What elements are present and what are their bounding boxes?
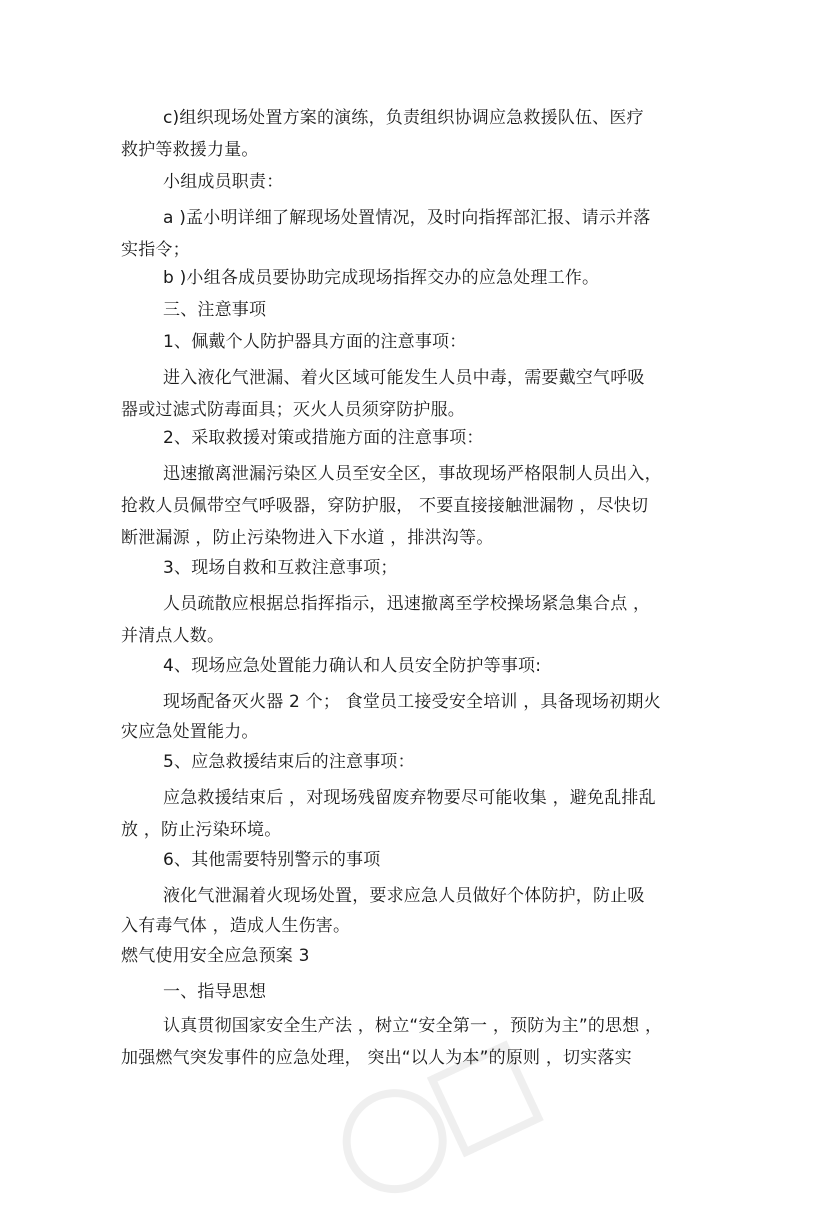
text-line: 实指令； bbox=[121, 240, 190, 260]
text-line: 应急救援结束后 ，对现场残留废弃物要尽可能收集 ，避免乱排乱 bbox=[163, 788, 656, 808]
subsection-heading: 6、其他需要特别警示的事项 bbox=[163, 850, 381, 870]
subsection-heading: 4、现场应急处置能力确认和人员安全防护等事项: bbox=[163, 656, 542, 676]
text-line: a )孟小明详细了解现场处置情况，及时向指挥部汇报、请示并落 bbox=[163, 208, 651, 228]
subsection-heading: 1、佩戴个人防护器具方面的注意事项： bbox=[163, 332, 467, 352]
subsection-heading: 5、应急救援结束后的注意事项： bbox=[163, 752, 415, 772]
text-line: 并清点人数。 bbox=[121, 626, 225, 646]
section-heading: 三、注意事项 bbox=[163, 300, 267, 320]
document-title: 燃气使用安全应急预案 3 bbox=[121, 946, 310, 966]
text-line: 灾应急处置能力。 bbox=[121, 722, 259, 742]
text-line: 认真贯彻国家安全生产法 ，树立“安全第一 ，预防为主”的思想 ， bbox=[163, 1016, 663, 1036]
text-line: 进入液化气泄漏、着火区域可能发生人员中毒，需要戴空气呼吸 bbox=[163, 368, 645, 388]
text-line: 迅速撤离泄漏污染区人员至安全区，事故现场严格限制人员出入， bbox=[163, 464, 662, 484]
text-line: 人员疏散应根据总指挥指示，迅速撤离至学校操场紧急集合点 ， bbox=[163, 594, 651, 614]
text-line: 小组成员职责： bbox=[163, 172, 284, 192]
text-line: 器或过滤式防毒面具；灭火人员须穿防护服。 bbox=[121, 400, 465, 420]
text-line: 加强燃气突发事件的应急处理， 突出“以人为本”的原则 ，切实落实 bbox=[121, 1048, 632, 1068]
section-heading: 一、指导思想 bbox=[163, 982, 267, 1002]
text-line: 放 ，防止污染环境。 bbox=[121, 820, 282, 840]
text-line: 抢救人员佩带空气呼吸器，穿防护服， 不要直接接触泄漏物 ，尽快切 bbox=[121, 496, 649, 516]
text-line: 入有毒气体 ，造成人生伤害。 bbox=[121, 916, 351, 936]
text-line: c)组织现场处置方案的演练，负责组织协调应急救援队伍、医疗 bbox=[163, 108, 644, 128]
text-line: 救护等救援力量。 bbox=[121, 140, 259, 160]
text-line: 液化气泄漏着火现场处置，要求应急人员做好个体防护，防止吸 bbox=[163, 886, 645, 906]
text-line: 现场配备灭火器 2 个； 食堂员工接受安全培训 ，具备现场初期火 bbox=[163, 692, 661, 712]
subsection-heading: 3、现场自救和互救注意事项； bbox=[163, 558, 398, 578]
text-line: 断泄漏源 ，防止污染物进入下水道 ，排洪沟等。 bbox=[121, 528, 494, 548]
text-line: b )小组各成员要协助完成现场指挥交办的应急处理工作。 bbox=[163, 268, 600, 288]
subsection-heading: 2、采取救援对策或措施方面的注意事项： bbox=[163, 428, 484, 448]
